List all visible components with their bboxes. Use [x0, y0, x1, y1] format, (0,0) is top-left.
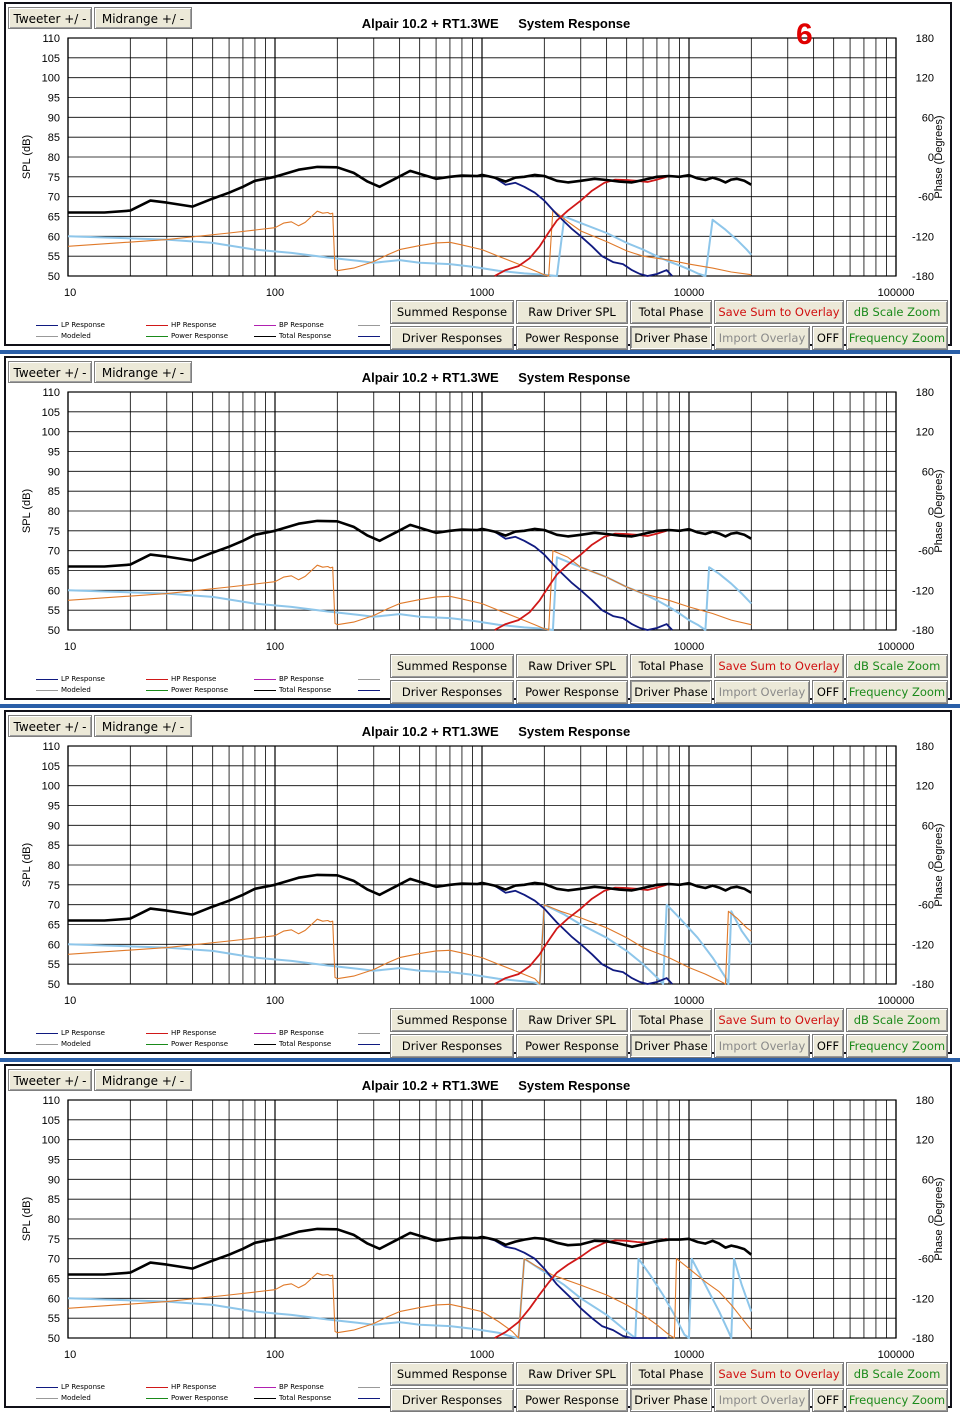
- legend-item-power: Power Response: [146, 685, 228, 696]
- x-tick-label: 100000: [877, 287, 915, 299]
- legend-item-bp: BP Response: [254, 1382, 324, 1393]
- y-axis-title: SPL (dB): [21, 134, 33, 180]
- y-tick-label: 70: [47, 1253, 60, 1266]
- legend-item-bp: BP Response: [254, 320, 324, 331]
- y2-tick-label: 0: [927, 860, 934, 872]
- y-tick-label: 90: [47, 820, 60, 833]
- response-chart: [6, 1066, 950, 1376]
- response-panel: [4, 1064, 952, 1408]
- y-tick-label: 55: [47, 959, 60, 972]
- raw-driver-spl-button[interactable]: Raw Driver SPL: [516, 1362, 628, 1386]
- legend-item-power: Power Response: [146, 1039, 228, 1050]
- legend-item-modeled: Modeled: [36, 1039, 91, 1050]
- series-line-total: [68, 1229, 751, 1275]
- chart-title-right: System Response: [518, 16, 631, 31]
- y-tick-label: 90: [47, 112, 60, 125]
- x-tick-label: 1000: [469, 641, 495, 653]
- midrange-adjust-button[interactable]: Midrange +/ -: [94, 7, 192, 29]
- x-tick-label: 100000: [877, 1349, 915, 1361]
- y-tick-label: 85: [47, 132, 60, 145]
- y-tick-label: 95: [47, 92, 60, 105]
- power-response-button[interactable]: Power Response: [516, 1388, 628, 1412]
- driver-phase-button[interactable]: Driver Phase: [630, 1388, 712, 1412]
- total-phase-button[interactable]: Total Phase: [630, 300, 712, 324]
- y2-tick-label: 180: [915, 387, 934, 399]
- y2-tick-label: -120: [911, 939, 934, 952]
- overlay-off-button[interactable]: OFF: [812, 326, 844, 350]
- y2-axis-title: Phase (Degrees): [933, 1177, 945, 1261]
- db-scale-zoom-button[interactable]: dB Scale Zoom: [846, 300, 948, 324]
- series-line-phase-total: [68, 210, 751, 276]
- legend-item-blank: [358, 1382, 383, 1393]
- driver-responses-button[interactable]: Driver Responses: [390, 326, 514, 350]
- y2-tick-label: -180: [911, 271, 934, 283]
- legend-item-hp: HP Response: [146, 674, 216, 685]
- midrange-adjust-button[interactable]: Midrange +/ -: [94, 1069, 192, 1091]
- y-tick-label: 80: [47, 860, 60, 872]
- overlay-off-button[interactable]: OFF: [812, 1034, 844, 1058]
- y-tick-label: 60: [47, 585, 60, 598]
- series-line-total: [68, 167, 751, 213]
- y-tick-label: 110: [42, 741, 60, 753]
- import-overlay-button[interactable]: Import Overlay: [714, 1388, 810, 1412]
- db-scale-zoom-button[interactable]: dB Scale Zoom: [846, 1362, 948, 1386]
- y2-tick-label: 60: [921, 1174, 934, 1187]
- y-tick-label: 105: [41, 1114, 60, 1127]
- legend-item-power: Power Response: [146, 1393, 228, 1404]
- x-tick-label: 1000: [469, 995, 495, 1007]
- db-scale-zoom-button[interactable]: dB Scale Zoom: [846, 654, 948, 678]
- y2-tick-label: 120: [915, 780, 934, 793]
- y-tick-label: 95: [47, 1154, 60, 1167]
- x-tick-label: 100: [265, 1349, 285, 1361]
- response-chart: [6, 358, 950, 668]
- y-tick-label: 65: [47, 211, 60, 224]
- frequency-zoom-button[interactable]: Frequency Zoom: [846, 1034, 948, 1058]
- legend-item-lp: LP Response: [36, 320, 105, 331]
- response-panel: [4, 710, 952, 1054]
- legend-item-power: Power Response: [146, 331, 228, 342]
- raw-driver-spl-button[interactable]: Raw Driver SPL: [516, 654, 628, 678]
- legend-item-modeled: Modeled: [36, 331, 91, 342]
- legend-item-blank: [358, 685, 383, 696]
- overlay-off-button[interactable]: OFF: [812, 1388, 844, 1412]
- chart-legend: [36, 318, 386, 344]
- chart-title-left: Alpair 10.2 + RT1.3WE: [361, 1078, 499, 1093]
- legend-item-lp: LP Response: [36, 674, 105, 685]
- y2-tick-label: 0: [927, 506, 934, 518]
- y-tick-label: 50: [47, 979, 60, 991]
- x-tick-label: 10000: [673, 1349, 705, 1361]
- y-tick-label: 65: [47, 919, 60, 932]
- y-tick-label: 105: [41, 52, 60, 65]
- y2-tick-label: -60: [918, 191, 934, 204]
- y-tick-label: 95: [47, 446, 60, 459]
- tweeter-adjust-button[interactable]: Tweeter +/ -: [8, 7, 92, 29]
- midrange-adjust-button[interactable]: Midrange +/ -: [94, 715, 192, 737]
- summed-response-button[interactable]: Summed Response: [390, 654, 514, 678]
- driver-phase-button[interactable]: Driver Phase: [630, 1034, 712, 1058]
- x-tick-label: 100000: [877, 641, 915, 653]
- y2-tick-label: 180: [915, 741, 934, 753]
- legend-item-total: Total Response: [254, 1393, 331, 1404]
- save-sum-overlay-button[interactable]: Save Sum to Overlay: [714, 1362, 844, 1386]
- y2-tick-label: -180: [911, 979, 934, 991]
- y-tick-label: 70: [47, 545, 60, 558]
- frequency-zoom-button[interactable]: Frequency Zoom: [846, 326, 948, 350]
- y2-tick-label: 120: [915, 72, 934, 85]
- legend-item-modeled: Modeled: [36, 685, 91, 696]
- frequency-zoom-button[interactable]: Frequency Zoom: [846, 680, 948, 704]
- y2-axis-title: Phase (Degrees): [933, 115, 945, 199]
- y-tick-label: 85: [47, 1194, 60, 1207]
- y-tick-label: 60: [47, 1293, 60, 1306]
- y2-tick-label: 180: [915, 33, 934, 45]
- y-tick-label: 100: [41, 1134, 60, 1147]
- y-tick-label: 70: [47, 191, 60, 204]
- y-tick-label: 100: [41, 780, 60, 793]
- y-tick-label: 50: [47, 271, 60, 283]
- y-tick-label: 90: [47, 466, 60, 479]
- legend-item-total: Total Response: [254, 331, 331, 342]
- y-tick-label: 55: [47, 1313, 60, 1326]
- y-tick-label: 100: [41, 72, 60, 85]
- chart-title-left: Alpair 10.2 + RT1.3WE: [361, 724, 499, 739]
- power-response-button[interactable]: Power Response: [516, 680, 628, 704]
- import-overlay-button[interactable]: Import Overlay: [714, 680, 810, 704]
- y2-tick-label: -60: [918, 545, 934, 558]
- x-tick-label: 100: [265, 641, 285, 653]
- y2-axis-title: Phase (Degrees): [933, 469, 945, 553]
- import-overlay-button[interactable]: Import Overlay: [714, 326, 810, 350]
- y-axis-title: SPL (dB): [21, 842, 33, 888]
- y-tick-label: 55: [47, 605, 60, 618]
- panel-separator: [0, 1058, 960, 1062]
- x-tick-label: 10000: [673, 641, 705, 653]
- legend-item-hp: HP Response: [146, 320, 216, 331]
- legend-item-bp: BP Response: [254, 1028, 324, 1039]
- chart-title-right: System Response: [518, 1078, 631, 1093]
- y-tick-label: 110: [42, 33, 60, 45]
- total-phase-button[interactable]: Total Phase: [630, 1362, 712, 1386]
- y2-tick-label: 60: [921, 466, 934, 479]
- x-tick-label: 10: [64, 287, 77, 299]
- legend-item-modeled: Modeled: [36, 1393, 91, 1404]
- x-tick-label: 10000: [673, 995, 705, 1007]
- chart-legend: [36, 1380, 386, 1406]
- legend-item-total: Total Response: [254, 1039, 331, 1050]
- db-scale-zoom-button[interactable]: dB Scale Zoom: [846, 1008, 948, 1032]
- y-axis-title: SPL (dB): [21, 488, 33, 534]
- y-tick-label: 75: [47, 171, 60, 184]
- x-tick-label: 1000: [469, 1349, 495, 1361]
- summed-response-button[interactable]: Summed Response: [390, 1008, 514, 1032]
- legend-item-blank: [358, 320, 383, 331]
- summed-response-button[interactable]: Summed Response: [390, 300, 514, 324]
- y-tick-label: 65: [47, 565, 60, 578]
- y-tick-label: 110: [42, 1095, 60, 1107]
- y-tick-label: 80: [47, 506, 60, 518]
- y-axis-title: SPL (dB): [21, 1196, 33, 1242]
- x-tick-label: 10: [64, 641, 77, 653]
- y2-axis-title: Phase (Degrees): [933, 823, 945, 907]
- chart-title-right: System Response: [518, 370, 631, 385]
- total-phase-button[interactable]: Total Phase: [630, 1008, 712, 1032]
- y-tick-label: 95: [47, 800, 60, 813]
- y2-tick-label: 60: [921, 820, 934, 833]
- response-panel: [4, 2, 952, 346]
- legend-item-blank: [358, 674, 383, 685]
- legend-item-blank: [358, 1039, 383, 1050]
- series-line-total: [68, 521, 751, 567]
- y-tick-label: 50: [47, 625, 60, 637]
- y-tick-label: 65: [47, 1273, 60, 1286]
- frequency-zoom-button[interactable]: Frequency Zoom: [846, 1388, 948, 1412]
- y2-tick-label: 0: [927, 152, 934, 164]
- y-tick-label: 85: [47, 840, 60, 853]
- y-tick-label: 70: [47, 899, 60, 912]
- series-line-phase-driver: [68, 217, 751, 277]
- y-tick-label: 55: [47, 251, 60, 264]
- driver-responses-button[interactable]: Driver Responses: [390, 1034, 514, 1058]
- y2-tick-label: -120: [911, 1293, 934, 1306]
- save-sum-overlay-button[interactable]: Save Sum to Overlay: [714, 654, 844, 678]
- midrange-adjust-button[interactable]: Midrange +/ -: [94, 361, 192, 383]
- legend-item-blank: [358, 331, 383, 342]
- legend-item-lp: LP Response: [36, 1028, 105, 1039]
- save-sum-overlay-button[interactable]: Save Sum to Overlay: [714, 300, 844, 324]
- x-tick-label: 100: [265, 287, 285, 299]
- x-tick-label: 100: [265, 995, 285, 1007]
- y-tick-label: 75: [47, 525, 60, 538]
- y2-tick-label: -180: [911, 1333, 934, 1345]
- x-tick-label: 10: [64, 1349, 77, 1361]
- tweeter-adjust-button[interactable]: Tweeter +/ -: [8, 361, 92, 383]
- y-tick-label: 85: [47, 486, 60, 499]
- legend-item-bp: BP Response: [254, 674, 324, 685]
- tweeter-adjust-button[interactable]: Tweeter +/ -: [8, 715, 92, 737]
- legend-item-blank: [358, 1028, 383, 1039]
- series-line-total: [68, 875, 751, 921]
- y-tick-label: 60: [47, 939, 60, 952]
- x-tick-label: 10000: [673, 287, 705, 299]
- tweeter-adjust-button[interactable]: Tweeter +/ -: [8, 1069, 92, 1091]
- y-tick-label: 60: [47, 231, 60, 244]
- save-sum-overlay-button[interactable]: Save Sum to Overlay: [714, 1008, 844, 1032]
- y-tick-label: 50: [47, 1333, 60, 1345]
- x-tick-label: 10: [64, 995, 77, 1007]
- y-tick-label: 110: [42, 387, 60, 399]
- y2-tick-label: -180: [911, 625, 934, 637]
- power-response-button[interactable]: Power Response: [516, 326, 628, 350]
- legend-item-lp: LP Response: [36, 1382, 105, 1393]
- legend-item-blank: [358, 1393, 383, 1404]
- chart-legend: [36, 1026, 386, 1052]
- driver-responses-button[interactable]: Driver Responses: [390, 680, 514, 704]
- y2-tick-label: -120: [911, 231, 934, 244]
- chart-title-left: Alpair 10.2 + RT1.3WE: [361, 370, 499, 385]
- y2-tick-label: -60: [918, 1253, 934, 1266]
- driver-phase-button[interactable]: Driver Phase: [630, 326, 712, 350]
- y-tick-label: 105: [41, 760, 60, 773]
- panel-separator: [0, 350, 960, 354]
- y-tick-label: 100: [41, 426, 60, 439]
- panel-separator: [0, 704, 960, 708]
- legend-item-hp: HP Response: [146, 1028, 216, 1039]
- x-tick-label: 1000: [469, 287, 495, 299]
- chart-title-left: Alpair 10.2 + RT1.3WE: [361, 16, 499, 31]
- y-tick-label: 80: [47, 1214, 60, 1226]
- series-line-lp: [482, 1237, 667, 1338]
- y-tick-label: 80: [47, 152, 60, 164]
- y-tick-label: 90: [47, 1174, 60, 1187]
- y2-tick-label: 120: [915, 1134, 934, 1147]
- chart-title-right: System Response: [518, 724, 631, 739]
- legend-item-hp: HP Response: [146, 1382, 216, 1393]
- y2-tick-label: 0: [927, 1214, 934, 1226]
- power-response-button[interactable]: Power Response: [516, 1034, 628, 1058]
- summed-response-button[interactable]: Summed Response: [390, 1362, 514, 1386]
- raw-driver-spl-button[interactable]: Raw Driver SPL: [516, 300, 628, 324]
- total-phase-button[interactable]: Total Phase: [630, 654, 712, 678]
- y-tick-label: 75: [47, 879, 60, 892]
- response-panel: [4, 356, 952, 700]
- y2-tick-label: 180: [915, 1095, 934, 1107]
- raw-driver-spl-button[interactable]: Raw Driver SPL: [516, 1008, 628, 1032]
- y-tick-label: 105: [41, 406, 60, 419]
- import-overlay-button[interactable]: Import Overlay: [714, 1034, 810, 1058]
- chart-legend: [36, 672, 386, 698]
- response-chart: [6, 712, 950, 1022]
- legend-item-total: Total Response: [254, 685, 331, 696]
- y2-tick-label: -120: [911, 585, 934, 598]
- driver-responses-button[interactable]: Driver Responses: [390, 1388, 514, 1412]
- overlay-off-button[interactable]: OFF: [812, 680, 844, 704]
- y2-tick-label: -60: [918, 899, 934, 912]
- y2-tick-label: 120: [915, 426, 934, 439]
- y-tick-label: 75: [47, 1233, 60, 1246]
- panel-number-badge: 6: [796, 18, 813, 51]
- y2-tick-label: 60: [921, 112, 934, 125]
- driver-phase-button[interactable]: Driver Phase: [630, 680, 712, 704]
- x-tick-label: 100000: [877, 995, 915, 1007]
